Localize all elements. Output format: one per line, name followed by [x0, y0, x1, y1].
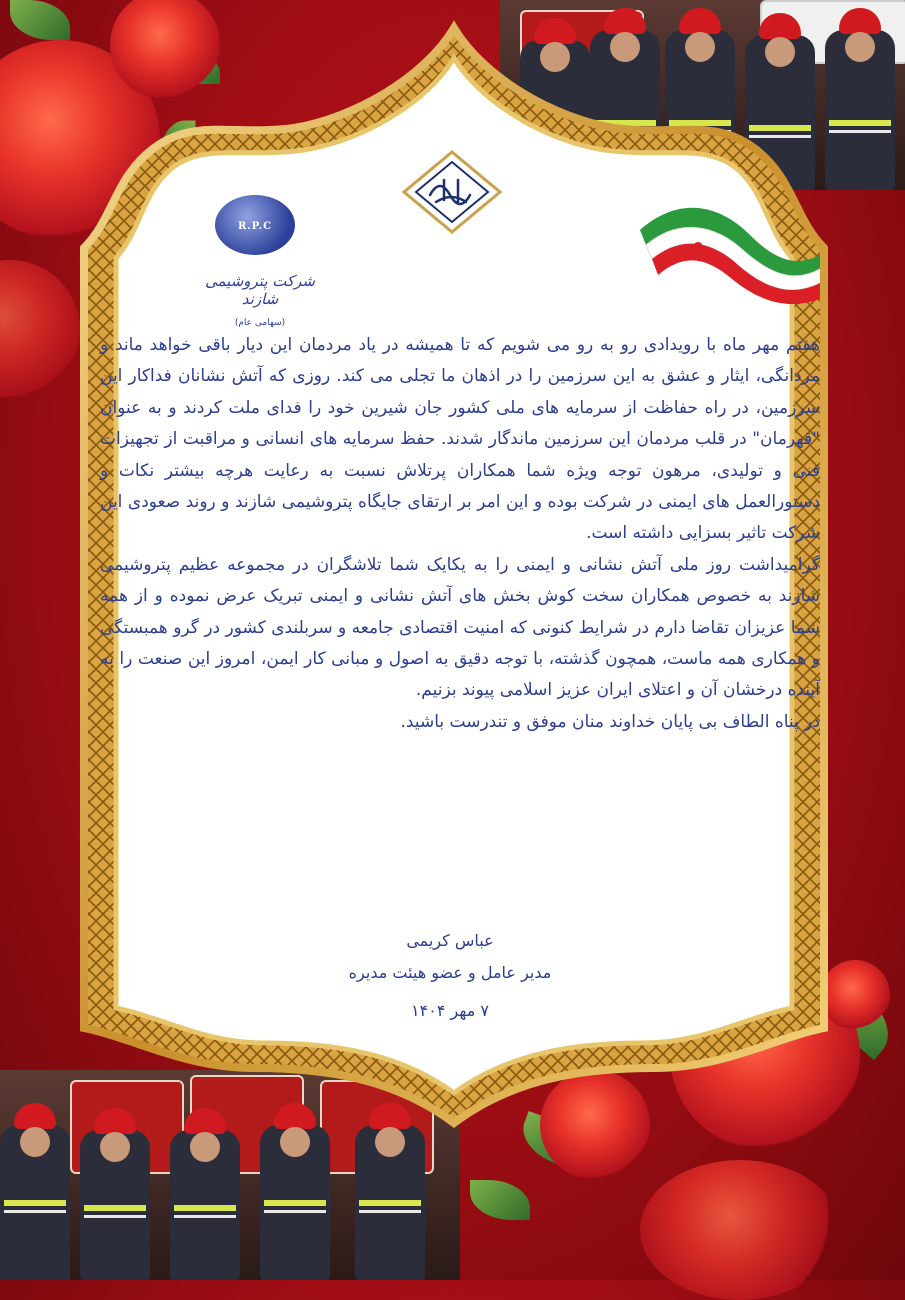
letter-paragraph-2: گرامیداشت روز ملی آتش نشانی و ایمنی را به یکایک شما تلاشگران در مجموعه عظیم پتروشیمی شازند به خصوص همکاران سخت کوش بخش های آتش نشانی و ایمنی تبریک عرض نموده و از همه شما عزیزان تقاضا دارم در شرایط کنونی که امنیت اقتصادی جامعه و سربلندی کشور در گرو همبستگی و همکاری همه ماست، همچون گذشته، با توجه دقیق به اصول و مبانی کار ایمن، امروز این صنعت را به آینده درخشان آن و اعتلای ایران عزیز اسلامی پیوند بزنیم.	[100, 554, 820, 701]
iran-flag-ribbon-icon	[640, 195, 820, 305]
signature-block	[270, 925, 630, 1027]
signer-name: عباس کریمی	[406, 931, 494, 950]
company-name: شرکت پتروشیمی شازند	[205, 272, 315, 308]
company-logo	[195, 190, 325, 340]
signer-title: مدیر عامل و عضو هیئت مدیره	[348, 963, 552, 982]
logo-text: R.P.C	[237, 221, 273, 232]
letter-date: ۷ مهر ۱۴۰۴	[411, 1001, 489, 1020]
letter-paragraph-1: هفتم مهر ماه با رویدادی رو به رو می شویم که تا همیشه در یاد مردمان این دیار باقی خواهد ماند و مردانگی، ایثار و عشق به این سرزمین را در اذهان ما تجلی می کند. روزی که آتش نشانان فداکار این سرزمین، در راه حفاظت از سرمایه های ملی کشور جان شیرین خود را فدای ملت کردند و به عنوان "قهرمان" در قلب مردمان این سرزمین ماندگار شدند. حفظ سرمایه های انسانی و مراقبت از تجهیزات فنی و تولیدی، مرهون توجه ویژه شما همکاران پرتلاش نسبت به رعایت هرچه بیشتر نکات و دستورالعمل های ایمنی در شرکت بوده و این امر بر ارتقای جایگاه پتروشیمی شازند و روند صعودی این شرکت تاثیر بسزایی داشته است.	[100, 335, 820, 544]
letter-paragraph-3: در پناه الطاف بی پایان خداوند منان موفق و تندرست باشید.	[400, 711, 820, 732]
company-subtitle: (سهامی عام)	[234, 318, 286, 328]
bismillah-calligraphy-icon	[400, 150, 504, 234]
letter-body	[100, 330, 820, 738]
rpc-logo-icon	[215, 195, 295, 255]
